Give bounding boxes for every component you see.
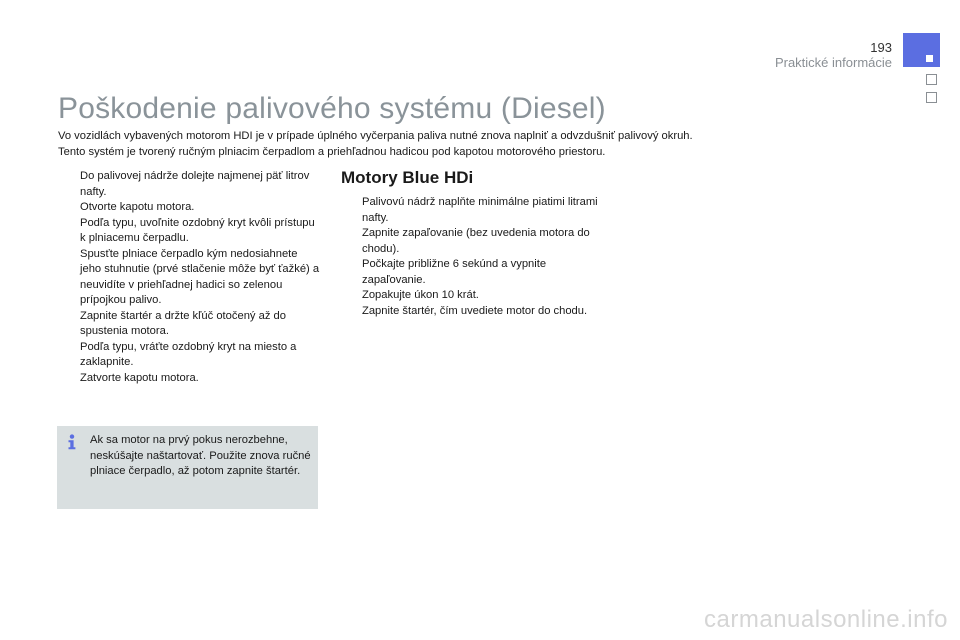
info-text: Ak sa motor na prvý pokus nerozbehne, neskúšajte naštartovať. Použite znova ručné plniace čerpadlo, až potom zapnite štartér. [90,434,311,477]
page-number: 193 [870,40,892,55]
chapter-tab-active[interactable] [903,33,940,67]
info-note [57,426,318,509]
step-text: Podľa typu, uvoľnite ozdobný kryt kvôli prístupu k plniacemu čerpadlu. [80,216,315,244]
intro-line: Tento systém je tvorený ručným plniacim čerpadlom a priehľadnou hadicou pod kapotou motorového priestoru. [58,146,606,158]
step-item [59,200,321,216]
step-text: Spusťte plniace čerpadlo kým nedosiahnete jeho stuhnutie (prvé stlačenie môže byť ťažké) a neuvidíte v priehľadnej hadici so zelenou prípojkou palivo. [80,247,320,306]
procedure-steps [59,169,321,386]
step-item [341,304,603,320]
step-text: Zatvorte kapotu motora. [80,371,199,384]
step-item [59,371,321,387]
section-title: Praktické informácie [774,55,892,70]
step-text: Do palivovej nádrže dolejte najmenej päť litrov nafty. [80,170,310,198]
step-text: Počkajte približne 6 sekúnd a vypnite zapaľovanie. [362,258,547,286]
step-item [341,226,603,257]
info-icon [65,434,79,450]
step-item [59,169,321,200]
step-text: Otvorte kapotu motora. [80,201,195,213]
chapter-tab[interactable] [926,74,937,85]
step-text: Zopakujte úkon 10 krát. [362,289,479,301]
step-text: Zapnite štartér a držte kľúč otočený až do spustenia motora. [80,309,286,337]
step-text: Zapnite štartér, čím uvediete motor do chodu. [362,304,588,317]
step-item [341,257,603,288]
intro-paragraph [58,128,778,160]
blue-hdi-heading: Motory Blue HDi [341,168,474,187]
intro-line: Vo vozidlách vybavených motorom HDI je v prípade úplného vyčerpania paliva nutné znova naplniť a odvzdušniť palivový okruh. [58,130,693,142]
tab-marker-icon [926,55,933,62]
blue-hdi-steps [341,195,603,319]
step-text: Zapnite zapaľovanie (bez uvedenia motora do chodu). [362,227,590,255]
step-item [59,216,321,247]
chapter-tab[interactable] [926,92,937,103]
page-title: Poškodenie palivového systému (Diesel) [58,92,606,125]
step-text: Palivovú nádrž naplňte minimálne piatimi litrami nafty. [362,196,598,224]
step-item [341,195,603,226]
step-item [59,309,321,340]
step-item [341,288,603,304]
step-item [59,247,321,309]
step-item [59,340,321,371]
watermark: carmanualsonline.info [704,606,948,633]
step-text: Podľa typu, vráťte ozdobný kryt na miesto a zaklapnite. [80,340,297,368]
